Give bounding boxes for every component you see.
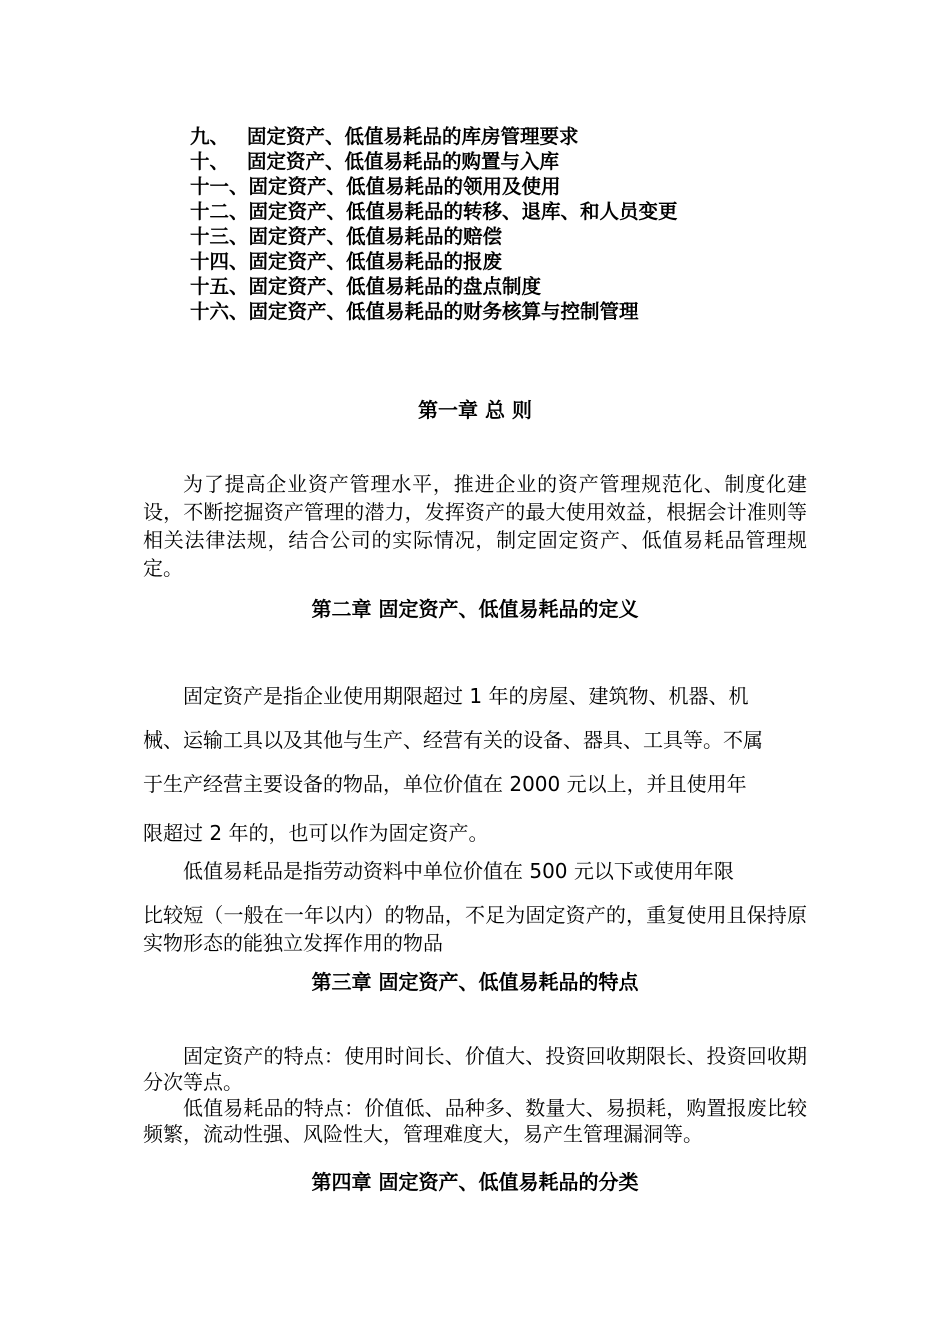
toc-item bbox=[190, 224, 678, 249]
toc-item-text: 固定资产、低值易耗品的领用及使用 bbox=[248, 175, 561, 198]
toc-item bbox=[190, 124, 678, 149]
toc-item bbox=[190, 149, 678, 174]
chapter-2-title: 第二章 固定资产、低值易耗品的定义 bbox=[311, 597, 639, 621]
definition-line: 于生产经营主要设备的物品，单位价值在 2000 元以上，并且使用年 bbox=[143, 772, 747, 796]
chapter-1-title: 第一章 总 则 bbox=[418, 398, 532, 422]
toc-item bbox=[190, 174, 678, 199]
chapter-3-title: 第三章 固定资产、低值易耗品的特点 bbox=[311, 970, 639, 994]
toc-item-number: 十六、 bbox=[190, 300, 249, 323]
toc-item bbox=[190, 274, 678, 299]
toc-item-number: 十五、 bbox=[190, 275, 249, 298]
toc-item-number: 十四、 bbox=[190, 250, 249, 273]
toc-item bbox=[190, 249, 678, 274]
low-value-consumable-definition bbox=[143, 857, 807, 957]
toc-item-number: 十三、 bbox=[190, 225, 249, 248]
toc-item-text: 固定资产、低值易耗品的财务核算与控制管理 bbox=[248, 300, 639, 323]
definition-line: 低值易耗品是指劳动资料中单位价值在 500 元以下或使用年限 bbox=[183, 859, 734, 883]
fixed-asset-definition bbox=[143, 674, 807, 860]
fixed-asset-characteristics: 固定资产的特点：使用时间长、价值大、投资回收期限长、投资回收期分次等点。 bbox=[143, 1044, 807, 1094]
toc-item-text: 固定资产、低值易耗品的赔偿 bbox=[248, 225, 503, 248]
definition-paragraph-rest: 比较短（一般在一年以内）的物品，不足为固定资产的，重复使用且保持原实物形态的能独立发挥作用的物品 bbox=[143, 903, 807, 955]
toc-item-text: 固定资产、低值易耗品的转移、退库、和人员变更 bbox=[248, 200, 678, 223]
toc-item-text: 固定资产、低值易耗品的库房管理要求 bbox=[247, 125, 579, 148]
toc-item-number: 十一、 bbox=[190, 175, 249, 198]
toc-item-number: 十、 bbox=[190, 150, 230, 173]
chapter-1-paragraph: 为了提高企业资产管理水平，推进企业的资产管理规范化、制度化建设，不断挖掘资产管理的潜力，发挥资产的最大使用效益，根据会计准则等相关法律法规，结合公司的实际情况，制定固定资产、低值易耗品管理规定。 bbox=[143, 472, 807, 580]
toc-item-number: 九、 bbox=[190, 125, 230, 148]
toc-item bbox=[190, 199, 678, 224]
chapter-4-title: 第四章 固定资产、低值易耗品的分类 bbox=[311, 1170, 639, 1194]
table-of-contents bbox=[190, 124, 678, 324]
definition-line: 械、运输工具以及其他与生产、经营有关的设备、器具、工具等。不属 bbox=[143, 728, 763, 752]
toc-item-text: 固定资产、低值易耗品的报废 bbox=[248, 250, 503, 273]
consumable-characteristics: 低值易耗品的特点：价值低、品种多、数量大、易损耗，购置报废比较频繁，流动性强、风险性大，管理难度大，易产生管理漏洞等。 bbox=[143, 1096, 807, 1146]
definition-line: 限超过 2 年的，也可以作为固定资产。 bbox=[143, 821, 489, 845]
toc-item-number: 十二、 bbox=[190, 200, 249, 223]
toc-item-text: 固定资产、低值易耗品的购置与入库 bbox=[247, 150, 560, 173]
toc-item-text: 固定资产、低值易耗品的盘点制度 bbox=[248, 275, 542, 298]
toc-item bbox=[190, 299, 678, 324]
definition-line: 固定资产是指企业使用期限超过 1 年的房屋、建筑物、机器、机 bbox=[183, 684, 749, 708]
